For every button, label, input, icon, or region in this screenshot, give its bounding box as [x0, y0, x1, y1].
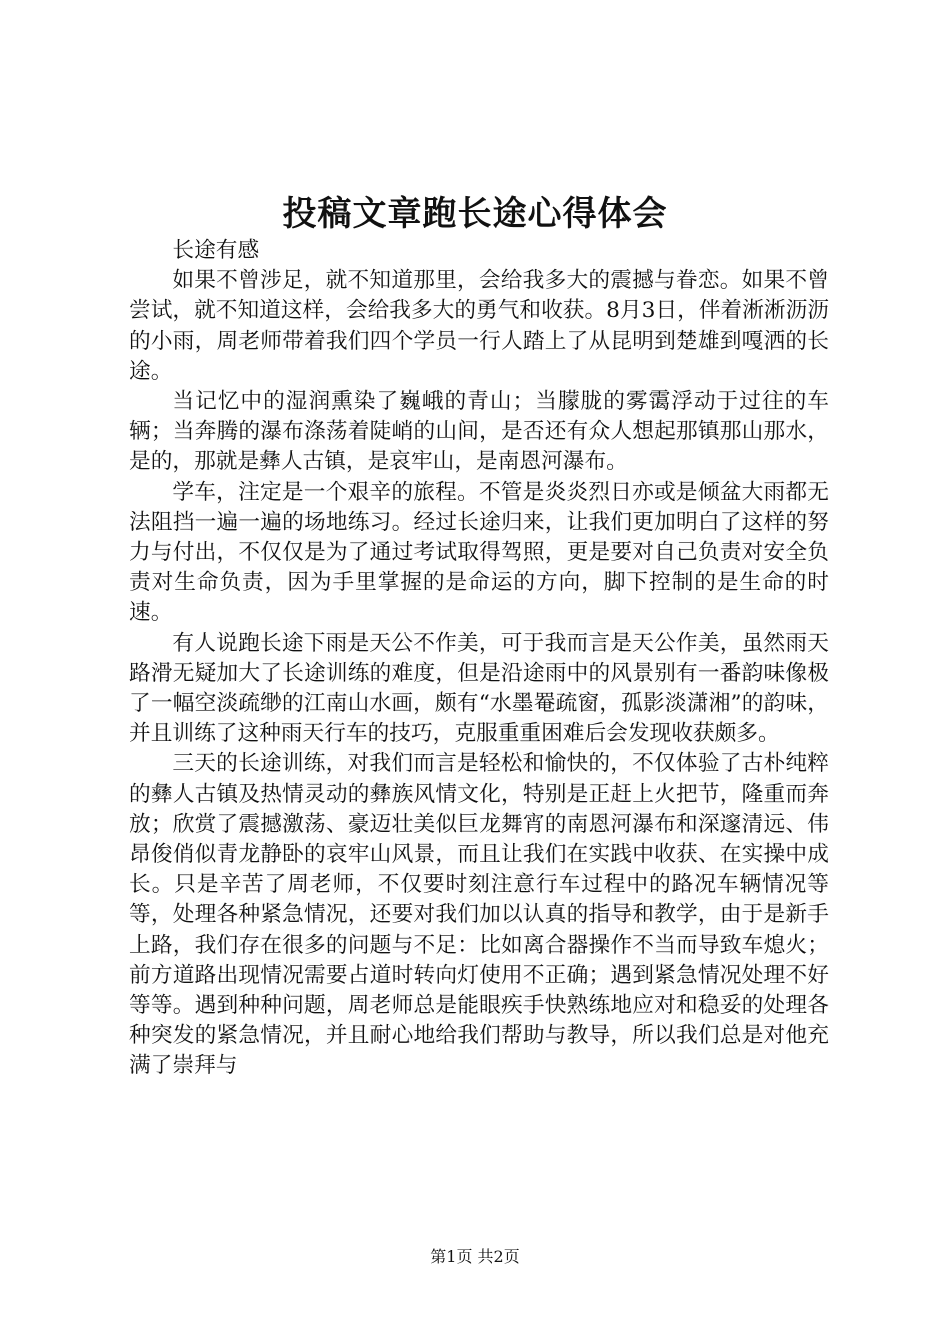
- document-title: 投稿文章跑长途心得体会: [282, 194, 668, 234]
- body-paragraph: 学车，注定是一个艰辛的旅程。不管是炎炎烈日亦或是倾盆大雨都无法阻挡一遍一遍的场地练习。经过长途归来，让我们更加明白了这样的努力与付出，不仅仅是为了通过考试取得驾照，更是要对自己负责对安全负责对生命负责，因为手里掌握的是命运的方向，脚下控制的是生命的时速。: [129, 479, 829, 626]
- subtitle-paragraph: 长途有感: [172, 238, 260, 263]
- body-paragraph: 三天的长途训练，对我们而言是轻松和愉快的，不仅体验了古朴纯粹的彝人古镇及热情灵动的彝族风情文化，特别是正赶上火把节，隆重而奔放；欣赏了震撼激荡、豪迈壮美似巨龙舞宵的南恩河瀑布和深邃清远、伟昂俊俏似青龙静卧的哀牢山风景，而且让我们在实践中收获、在实操中成长。只是辛苦了周老师，不仅要时刻注意行车过程中的路况车辆情况等等，处理各种紧急情况，还要对我们加以认真的指导和教学，由于是新手上路，我们存在很多的问题与不足：比如离合器操作不当而导致车熄火；前方道路出现情况需要占道时转向灯使用不正确；遇到紧急情况处理不好等等。遇到种种问题，周老师总是能眼疾手快熟练地应对和稳妥的处理各种突发的紧急情况，并且耐心地给我们帮助与教导，所以我们总是对他充满了崇拜与: [129, 751, 829, 1079]
- body-paragraph: 有人说跑长途下雨是天公不作美，可于我而言是天公作美，虽然雨天路滑无疑加大了长途训练的难度，但是沿途雨中的风景别有一番韵味像极了一幅空淡疏缈的江南山水画，颇有“水墨罨疏窗，孤影淡潇湘”的韵味，并且训练了这种雨天行车的技巧，克服重重困难后会发现收获颇多。: [129, 630, 829, 747]
- body-paragraph: 如果不曾涉足，就不知道那里，会给我多大的震撼与眷恋。如果不曾尝试，就不知道这样，会给我多大的勇气和收获。8月3日，伴着淅淅沥沥的小雨，周老师带着我们四个学员一行人踏上了从昆明到楚雄到嘎洒的长途。: [129, 268, 829, 384]
- page-footer: 第1页 共2页: [430, 1247, 520, 1266]
- document-body: [129, 236, 829, 1082]
- body-paragraph: 当记忆中的湿润熏染了巍峨的青山；当朦胧的雾霭浮动于过往的车辆；当奔腾的瀑布涤荡着陡峭的山间，是否还有众人想起那镇那山那水，是的，那就是彝人古镇，是哀牢山，是南恩河瀑布。: [129, 389, 829, 475]
